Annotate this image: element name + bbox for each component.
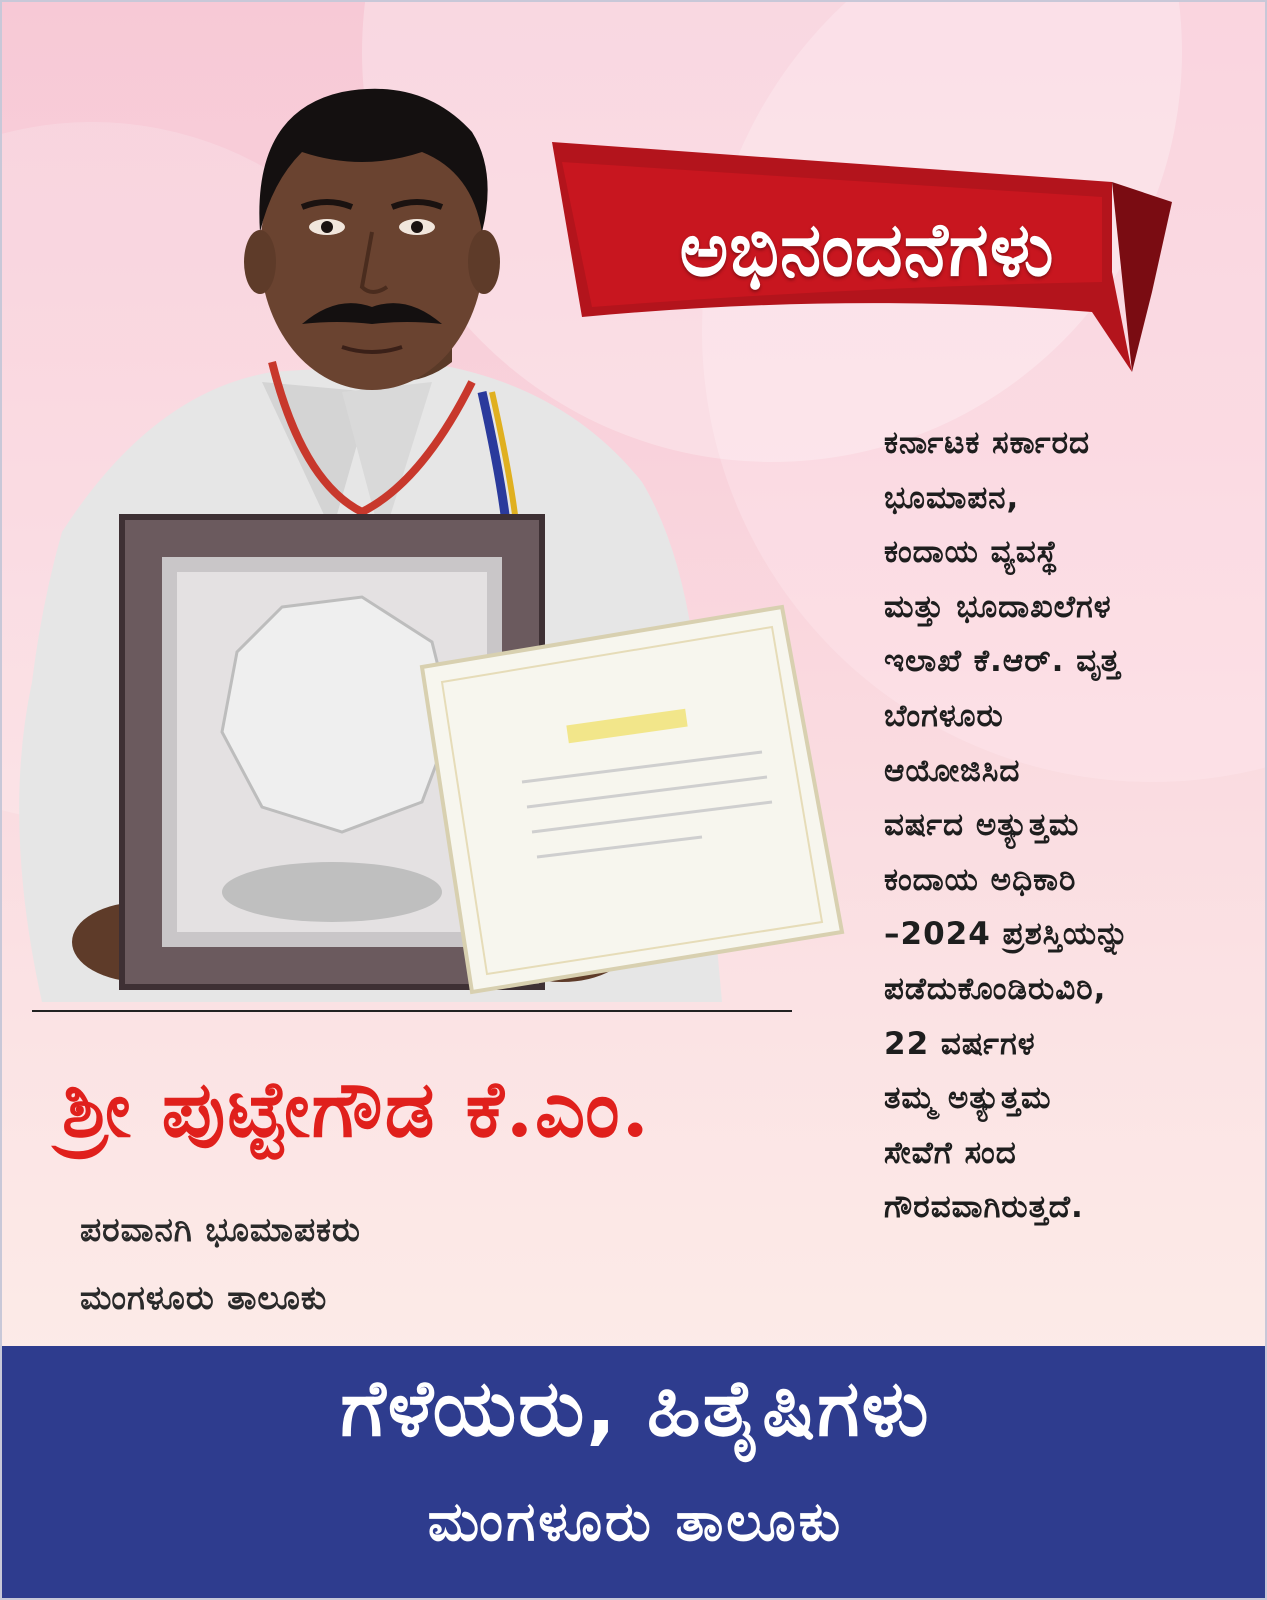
description-line: 22 ವರ್ಷಗಳ bbox=[884, 1025, 1036, 1062]
footer-subtitle: ಮಂಗಳೂರು ತಾಲೂಕು bbox=[427, 1490, 844, 1553]
description-line: ಬೆಂಗಳೂರು bbox=[884, 697, 1004, 734]
description-line: ಪಡೆದುಕೊಂಡಿರುವಿರಿ, bbox=[884, 970, 1107, 1007]
description-line: ಕಂದಾಯ ಅಧಿಕಾರಿ bbox=[884, 861, 1077, 898]
divider-line bbox=[32, 1010, 792, 1012]
honoree-name: ಶ್ರೀ ಪುಟ್ಟೇಗೌಡ ಕೆ.ಎಂ. bbox=[62, 1064, 651, 1155]
description-line: ಆಯೋಜಿಸಿದ bbox=[884, 752, 1021, 789]
footer-title: ಗೆಳೆಯರು, ಹಿತೈಷಿಗಳು bbox=[340, 1364, 931, 1454]
award-description bbox=[884, 416, 1254, 1235]
description-line: ಸೇವೆಗೆ ಸಂದ bbox=[884, 1134, 1017, 1171]
description-line: ಕಂದಾಯ ವ್ಯವಸ್ಥೆ bbox=[884, 534, 1059, 571]
description-line: ತಮ್ಮ ಅತ್ಯುತ್ತಮ bbox=[884, 1080, 1052, 1117]
honoree-place: ಮಂಗಳೂರು ತಾಲೂಕು bbox=[80, 1278, 328, 1317]
description-line: ಭೂಮಾಪನ, bbox=[884, 479, 1020, 516]
honoree-designation: ಪರವಾನಗಿ ಭೂಮಾಪಕರು bbox=[80, 1210, 361, 1249]
description-line: –2024 ಪ್ರಶಸ್ತಿಯನ್ನು bbox=[884, 916, 1130, 953]
description-line: ಇಲಾಖೆ ಕೆ.ಆರ್. ವೃತ್ತ bbox=[884, 643, 1121, 680]
banner-title: ಅಭಿನಂದನೆಗಳು bbox=[679, 206, 1055, 293]
description-line: ವರ್ಷದ ಅತ್ಯುತ್ತಮ bbox=[884, 807, 1080, 844]
description-line: ಕರ್ನಾಟಕ ಸರ್ಕಾರದ bbox=[884, 425, 1091, 461]
description-line: ಮತ್ತು ಭೂದಾಖಲೆಗಳ bbox=[884, 588, 1112, 625]
description-line: ಗೌರವವಾಗಿರುತ್ತದೆ. bbox=[884, 1189, 1084, 1226]
